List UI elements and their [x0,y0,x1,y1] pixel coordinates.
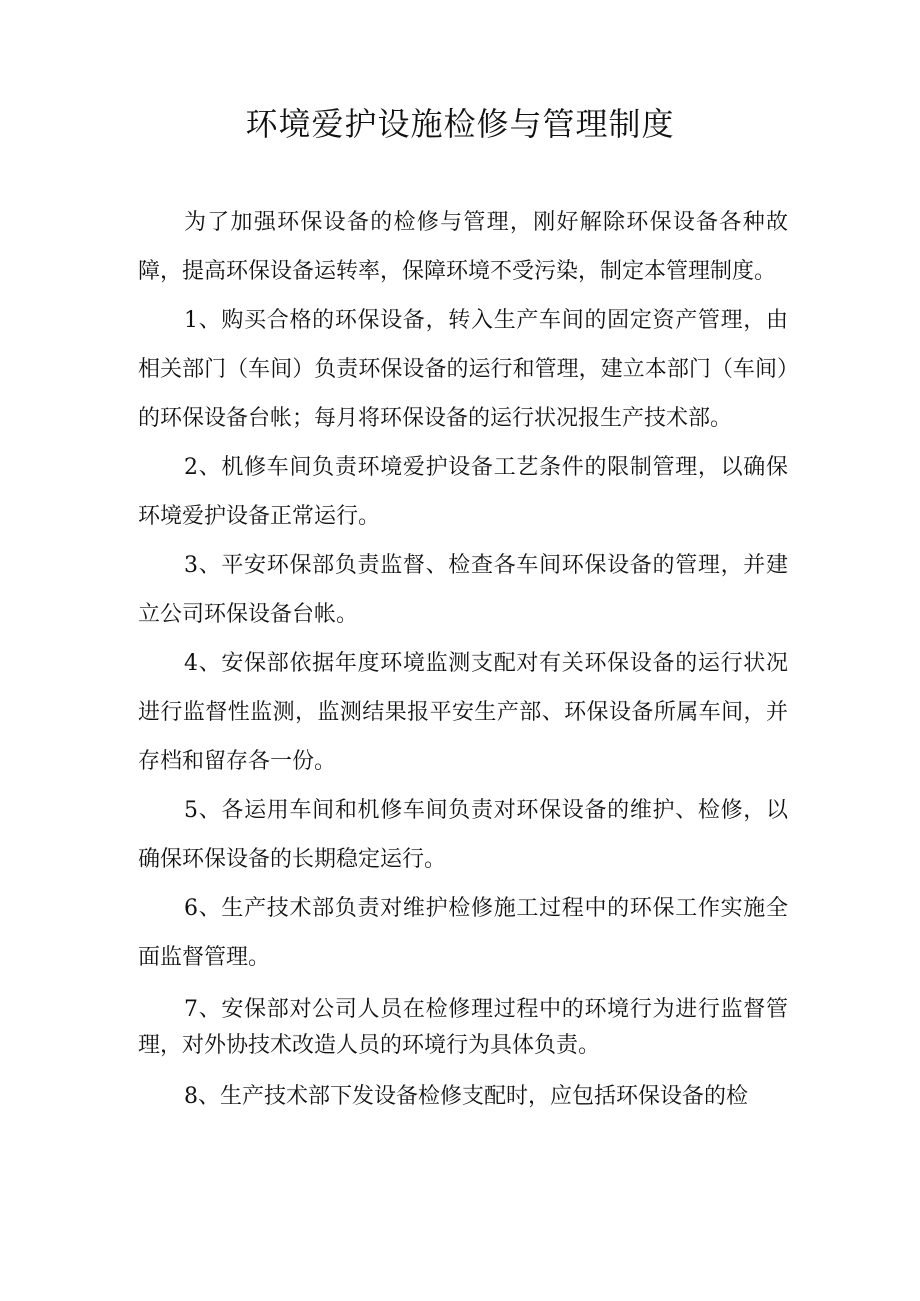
document-body [138,198,788,1121]
intro-paragraph: 为了加强环保设备的检修与管理，刚好解除环保设备各种故障，提高环保设备运转率，保障环境不受污染，制定本管理制度。 [138,210,788,284]
clause-2-paragraph: 2、机修车间负责环境爱护设备工艺条件的限制管理，以确保环境爱护设备正常运行。 [138,455,788,529]
clause-6-paragraph: 6、生产技术部负责对维护检修施工过程中的环保工作实施全面监督管理。 [138,896,788,970]
clause-4-paragraph: 4、安保部依据年度环境监测支配对有关环保设备的运行状况进行监督性监测，监测结果报平安生产部、环保设备所属车间，并存档和留存各一份。 [138,651,788,774]
clause-1-paragraph: 1、购买合格的环保设备，转入生产车间的固定资产管理，由相关部门（车间）负责环保设备的运行和管理，建立本部门（车间）的环保设备台帐；每月将环保设备的运行状况报生产技术部。 [138,308,788,431]
clause-3-paragraph: 3、平安环保部负责监督、检查各车间环保设备的管理，并建立公司环保设备台帐。 [138,553,788,627]
clause-8-paragraph: 8、生产技术部下发设备检修支配时，应包括环保设备的检 [184,1084,748,1109]
clause-5-paragraph: 5、各运用车间和机修车间负责对环保设备的维护、检修，以确保环保设备的长期稳定运行。 [138,798,788,872]
document-title: 环境爱护设施检修与管理制度 [245,105,675,143]
clause-7-paragraph: 7、安保部对公司人员在检修理过程中的环境行为进行监督管理，对外协技术改造人员的环境行为具体负责。 [138,997,788,1058]
